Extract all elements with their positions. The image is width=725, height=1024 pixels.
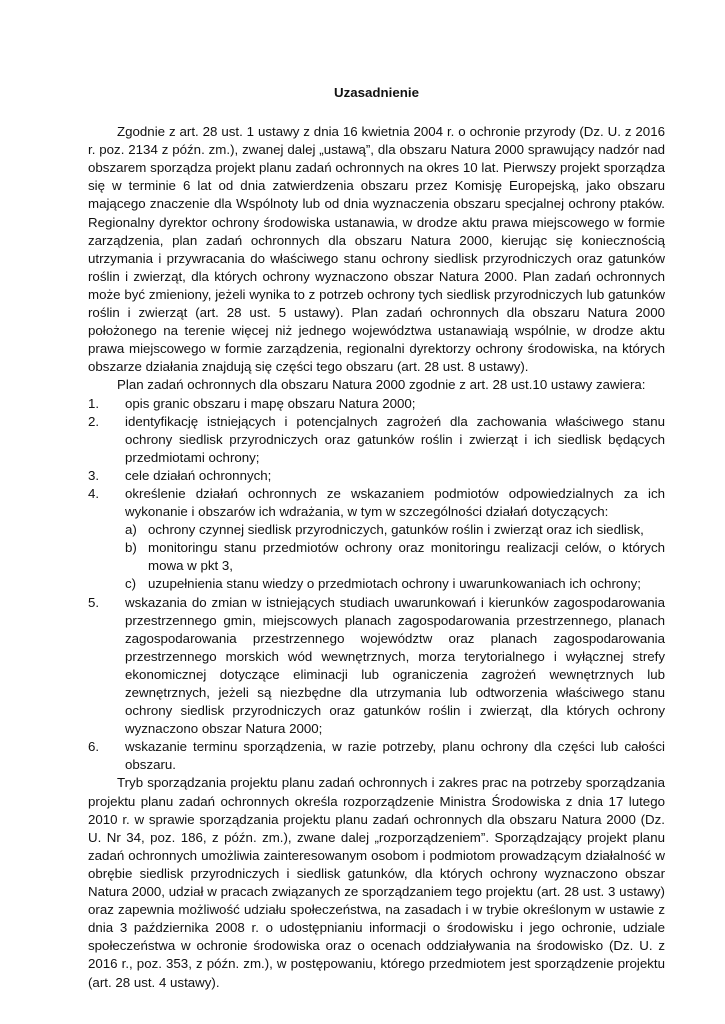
list-item <box>88 738 665 774</box>
document-title: Uzasadnienie <box>334 85 419 100</box>
list-item <box>88 467 665 485</box>
sublist-item-text: uzupełnienia stanu wiedzy o przedmiotach ochrony i uwarunkowaniach ich ochrony; <box>148 576 642 592</box>
list-item-text: określenie działań ochronnych ze wskazaniem podmiotów odpowiedzialnych za ich wykonanie i obszarów ich wdrażania, w tym w szczególności działań dotyczących: <box>125 485 665 520</box>
list-item-number: 4. <box>88 485 100 501</box>
list-item-text: identyfikację istniejących i potencjalnych zagrożeń dla zachowania właściwego stanu ochrony siedlisk przyrodniczych oraz gatunków roślin i zwierząt i ich siedlisk będących przedmiotami ochrony; <box>125 413 665 465</box>
list-item <box>88 395 665 413</box>
list-item-number: 1. <box>88 395 100 411</box>
sublist-item-text: ochrony czynnej siedlisk przyrodniczych, gatunków roślin i zwierząt oraz ich siedlisk, <box>148 522 644 538</box>
document-page <box>88 84 665 992</box>
list-item-number: 5. <box>88 594 100 610</box>
list-item-text: opis granic obszaru i mapę obszaru Natura 2000; <box>125 395 416 411</box>
sublist-item <box>125 521 665 539</box>
list-item <box>88 413 665 467</box>
sublist-item-letter: a) <box>125 522 137 538</box>
sublist-item <box>125 539 665 575</box>
list-item-number: 2. <box>88 413 100 429</box>
list-item-text: cele działań ochronnych; <box>125 467 272 483</box>
protective-actions-sublist <box>88 521 665 593</box>
list-item-number: 6. <box>88 739 100 755</box>
paragraph-legal-basis: Zgodnie z art. 28 ust. 1 ustawy z dnia 16 kwietnia 2004 r. o ochronie przyrody (Dz. U. z 2016 r. poz. 2134 z późn. zm.), zwanej dalej „ustawą”, dla obszaru Natura 2000 sprawujący nadzór nad obszarem sporządza projekt planu zadań ochronnych na okres 10 lat. Pierwszy projekt sporządza się w terminie 6 lat od dnia zatwierdzenia obszaru przez Komisję Europejską, jako obszaru mającego znaczenie dla Wspólnoty lub od dnia wyznaczenia obszaru specjalnej ochrony ptaków. Regionalny dyrektor ochrony środowiska ustanawia, w drodze aktu prawa miejscowego w formie zarządzenia, plan zadań ochronnych dla obszaru Natura 2000, kierując się koniecznością utrzymania i przywracania do właściwego stanu ochrony siedlisk przyrodniczych oraz gatunków roślin i zwierząt, dla których ochrony wyznaczono obszar Natura 2000. Plan zadań ochronnych może być zmieniony, jeżeli wynika to z potrzeb ochrony tych siedlisk przyrodniczych lub gatunków roślin i zwierząt (art. 28 ust. 5 ustawy). Plan zadań ochronnych dla obszaru Natura 2000 położonego na terenie więcej niż jednego województwa ustanawiają wspólnie, w drodze aktu prawa miejscowego w formie zarządzenia, regionalni dyrektorzy ochrony środowiska, na których obszarze działania znajdują się części tego obszaru (art. 28 ust. 8 ustawy). <box>88 124 665 375</box>
plan-contents-list <box>88 395 665 522</box>
sublist-item-letter: c) <box>125 576 137 592</box>
list-item <box>88 594 665 739</box>
list-item-number: 3. <box>88 467 100 483</box>
paragraph-plan-contents-intro: Plan zadań ochronnych dla obszaru Natura 2000 zgodnie z art. 28 ust.10 ustawy zawiera: <box>117 377 646 393</box>
paragraph-procedure: Tryb sporządzania projektu planu zadań ochronnych i zakres prac na potrzeby sporządzania projektu planu zadań ochronnych określa rozporządzenie Ministra Środowiska z dnia 17 lutego 2010 r. w sprawie sporządzania projektu planu zadań ochronnych dla obszaru Natura 2000 (Dz. U. Nr 34, poz. 186, z późn. zm.), zwane dalej „rozporządzeniem”. Sporządzający projekt planu zadań ochronnych umożliwia zainteresowanym osobom i podmiotom prowadzącym działalność w obrębie siedlisk przyrodniczych i siedlisk gatunków, dla których ochrony wyznaczono obszar Natura 2000, udział w pracach związanych ze sporządzaniem tego projektu (art. 28 ust. 3 ustawy) oraz zapewnia możliwość udziału społeczeństwa, na zasadach i w trybie określonym w ustawie z dnia 3 października 2008 r. o udostępnianiu informacji o środowisku i jego ochronie, udziale społeczeństwa w ochronie środowiska oraz o ocenach oddziaływania na środowisko (Dz. U. z 2016 r., poz. 353, z późn. zm.), w postępowaniu, którego przedmiotem jest sporządzenie projektu (art. 28 ust. 4 ustawy). <box>88 775 665 990</box>
sublist-item <box>125 575 665 593</box>
plan-contents-list-continued <box>88 594 665 775</box>
list-item-text: wskazania do zmian w istniejących studiach uwarunkowań i kierunków zagospodarowania przestrzennego gmin, miejscowych planach zagospodarowania przestrzennego, planach zagospodarowania przestrzennego województw oraz planach zagospodarowania przestrzennego morskich wód wewnętrznych, morza terytorialnego i wyłącznej strefy ekonomicznej dotyczące eliminacji lub ograniczenia zagrożeń wewnętrznych lub zewnętrznych, jeżeli są niezbędne dla utrzymania lub odtworzenia właściwego stanu ochrony siedlisk przyrodniczych oraz gatunków roślin i zwierząt, dla których ochrony wyznaczono obszar Natura 2000; <box>125 594 665 737</box>
sublist-item-letter: b) <box>125 540 137 556</box>
list-item-text: wskazanie terminu sporządzenia, w razie potrzeby, planu ochrony dla części lub całości obszaru. <box>125 739 665 773</box>
sublist-item-text: monitoringu stanu przedmiotów ochrony oraz monitoringu realizacji celów, o których mowa w pkt 3, <box>148 540 665 574</box>
list-item <box>88 485 665 521</box>
